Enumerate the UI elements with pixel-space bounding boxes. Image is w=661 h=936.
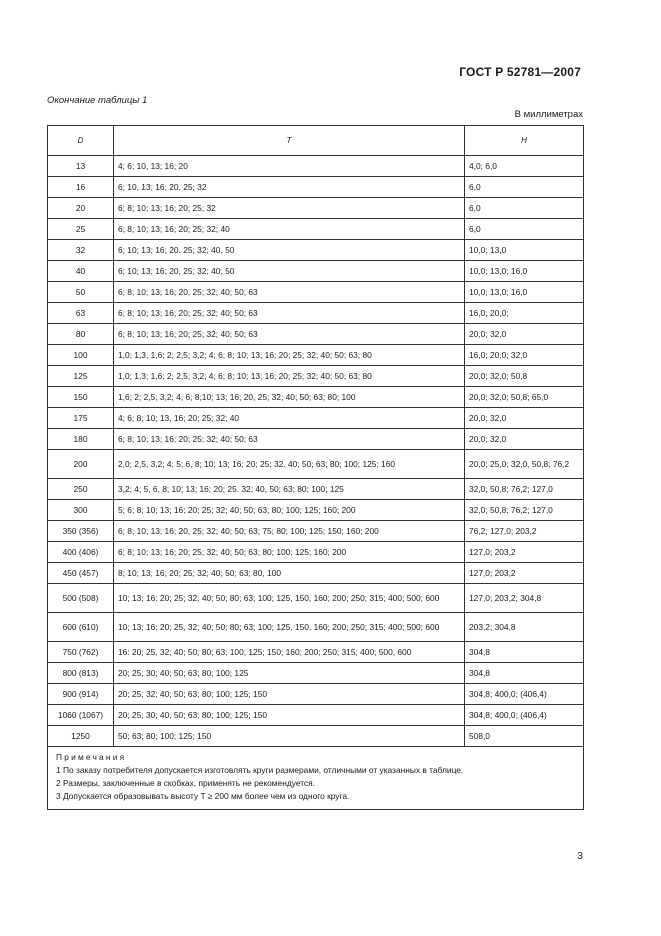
cell-h: 20,0; 32,0; 50,8; 65,0 [465,387,584,408]
cell-h: 20,0; 25,0; 32,0, 50,8; 76,2 [465,450,584,479]
table-row [48,642,584,663]
cell-h: 10,0; 13,0; 16,0 [465,261,584,282]
cell-d: 180 [48,429,114,450]
table-caption: Окончание таблицы 1 [47,95,148,106]
table-row [48,663,584,684]
cell-h: 10,0; 13,0 [465,240,584,261]
cell-t: 6; 10; 13; 16; 20, 25; 32; 40; 50 [114,261,465,282]
cell-t: 6; 8; 10; 13; 16; 20; 25; 32; 40; 50; 63; 80; 100; 125; 160; 200 [114,542,465,563]
table-row [48,282,584,303]
cell-t: 3,2; 4; 5, 6, 8; 10; 13; 16; 20; 25. 32; 40, 50; 63; 80; 100; 125 [114,479,465,500]
cell-d: 1250 [48,726,114,747]
cell-h: 127,0; 203,2; 304,8 [465,584,584,613]
cell-h: 304,8; 400,0; (406,4) [465,684,584,705]
cell-d: 80 [48,324,114,345]
cell-d: 750 (762) [48,642,114,663]
cell-t: 6; 8; 10; 13; 16; 20; 25; 32 [114,198,465,219]
cell-h: 304,8; 400,0; (406,4) [465,705,584,726]
table-row [48,345,584,366]
cell-t: 6; 8; 10; 13; 16; 20, 25; 32; 40; 50; 63; 75; 80; 100; 125; 150; 160; 200 [114,521,465,542]
cell-d: 500 (508) [48,584,114,613]
cell-t: 4; 6; 10, 13; 16; 20 [114,156,465,177]
cell-h: 127,0; 203,2 [465,563,584,584]
column-header-t: T [114,126,465,156]
table-row [48,684,584,705]
cell-t: 20; 25; 30; 40; 50; 63; 80; 100; 125 [114,663,465,684]
cell-d: 800 (813) [48,663,114,684]
cell-h: 4,0; 6,0 [465,156,584,177]
cell-d: 250 [48,479,114,500]
cell-h: 127,0; 203,2 [465,542,584,563]
cell-d: 25 [48,219,114,240]
cell-t: 2,0; 2,5, 3,2; 4; 5; 6, 8; 10; 13; 16; 20; 25; 32. 40; 50; 63; 80; 100; 125; 160 [114,450,465,479]
table-row [48,324,584,345]
cell-d: 450 (457) [48,563,114,584]
cell-d: 350 (356) [48,521,114,542]
cell-h: 304,8 [465,663,584,684]
cell-d: 400 (406) [48,542,114,563]
units-label: В миллиметрах [514,109,583,120]
cell-d: 900 (914) [48,684,114,705]
table-row [48,726,584,747]
cell-d: 63 [48,303,114,324]
cell-h: 304,8 [465,642,584,663]
cell-d: 20 [48,198,114,219]
cell-d: 200 [48,450,114,479]
cell-t: 1,0; 1,3, 1,6; 2; 2,5; 3,2; 4; 6; 8; 10; 13; 16; 20; 25; 32; 40; 50; 63; 80 [114,345,465,366]
table-row [48,408,584,429]
cell-d: 175 [48,408,114,429]
cell-h: 20,0; 32,0 [465,408,584,429]
cell-h: 16,0; 20,0; 32,0 [465,345,584,366]
column-header-h: H [465,126,584,156]
cell-h: 508,0 [465,726,584,747]
cell-d: 1060 (1067) [48,705,114,726]
table-row [48,177,584,198]
table-row [48,429,584,450]
table-row [48,198,584,219]
cell-t: 5; 6; 8; 10; 13; 16; 20; 25; 32; 40; 50; 63; 80; 100; 125; 160; 200 [114,500,465,521]
table-row [48,584,584,613]
cell-d: 16 [48,177,114,198]
note-item: 3 Допускается образовывать высоту T ≥ 200 мм более чем из одного круга. [56,791,350,801]
cell-d: 13 [48,156,114,177]
page-number: 3 [577,850,583,862]
cell-t: 8; 10; 13; 16; 20; 25; 32; 40; 50; 63; 80, 100 [114,563,465,584]
table-row [48,542,584,563]
note-item: 2 Размеры, заключенные в скобках, применять не рекомендуется. [56,778,315,788]
notes-row [48,747,584,810]
table-row [48,366,584,387]
standard-code: ГОСТ Р 52781—2007 [459,65,581,79]
note-item: 1 По заказу потребителя допускается изготовлять круги размерами, отличными от указанных в таблице. [56,765,464,775]
cell-d: 50 [48,282,114,303]
cell-t: 16: 20; 25, 32; 40; 50; 80; 63; 100; 125; 150; 160; 200; 250; 315; 400; 500, 600 [114,642,465,663]
table-row [48,303,584,324]
cell-h: 32,0; 50,8; 76,2; 127,0 [465,500,584,521]
table-row [48,613,584,642]
cell-d: 32 [48,240,114,261]
cell-h: 203,2; 304,8 [465,613,584,642]
table-row [48,500,584,521]
cell-h: 6,0 [465,198,584,219]
cell-h: 10,0; 13,0; 16,0 [465,282,584,303]
table-body [48,156,584,747]
cell-d: 300 [48,500,114,521]
table-row [48,521,584,542]
cell-d: 150 [48,387,114,408]
cell-t: 6; 8; 10; 13; 16; 20, 25; 32; 40; 50; 63 [114,282,465,303]
table-row [48,705,584,726]
cell-t: 10; 13; 16: 20; 25; 32; 40; 50; 80; 63; 100; 125, 150, 160; 200; 250; 315; 400; 500; 600 [114,584,465,613]
cell-h: 20,0; 32,0; 50,8 [465,366,584,387]
cell-t: 6; 10, 13; 16; 20, 25; 32 [114,177,465,198]
cell-t: 6; 8; 10; 13; 16; 20; 25; 32; 40 [114,219,465,240]
cell-t: 50; 63; 80; 100; 125; 150 [114,726,465,747]
cell-h: 32,0; 50,8; 76,2; 127,0 [465,479,584,500]
cell-d: 125 [48,366,114,387]
column-header-d: D [48,126,114,156]
cell-t: 20; 25; 30; 40, 50; 63; 80; 100; 125; 150 [114,705,465,726]
table-header-row [48,126,584,156]
notes-cell [48,747,584,810]
cell-h: 20,0; 32,0 [465,429,584,450]
notes-title: Примечания [56,752,127,762]
table-row [48,563,584,584]
cell-t: 6; 8; 10; 13; 16; 20; 25; 32; 40; 50; 63 [114,429,465,450]
table-row [48,261,584,282]
cell-h: 20,0; 32,0 [465,324,584,345]
cell-t: 1,0; 1,3; 1,6; 2; 2,5; 3,2; 4; 6; 8; 10; 13; 16; 20; 25; 32; 40; 50; 63; 80 [114,366,465,387]
table-row [48,387,584,408]
cell-t: 6; 8; 10; 13; 16; 20; 25; 32; 40; 50; 63 [114,324,465,345]
cell-t: 4; 6; 8; 10; 13, 16; 20; 25; 32; 40 [114,408,465,429]
table-row [48,450,584,479]
table-row [48,479,584,500]
cell-h: 6,0 [465,219,584,240]
cell-t: 10; 13; 16: 20; 25, 32; 40; 50; 80; 63; 100; 125, 150, 160; 200; 250; 315; 400; 500; 600 [114,613,465,642]
table-row [48,156,584,177]
cell-t: 20; 25; 32; 40; 50; 63; 80; 100; 125; 150 [114,684,465,705]
cell-t: 6; 10; 13; 16; 20. 25; 32; 40, 50 [114,240,465,261]
cell-d: 600 (610) [48,613,114,642]
cell-t: 1,6; 2; 2,5; 3,2; 4; 6; 8;10; 13; 16; 20, 25; 32; 40; 50; 63; 80; 100 [114,387,465,408]
cell-t: 6; 8; 10; 13; 16; 20; 25; 32; 40; 50; 63 [114,303,465,324]
table-row [48,219,584,240]
cell-h: 16,0; 20,0; [465,303,584,324]
cell-h: 76,2; 127,0; 203,2 [465,521,584,542]
table-row [48,240,584,261]
dimensions-table [47,125,584,810]
cell-h: 6,0 [465,177,584,198]
cell-d: 100 [48,345,114,366]
cell-d: 40 [48,261,114,282]
